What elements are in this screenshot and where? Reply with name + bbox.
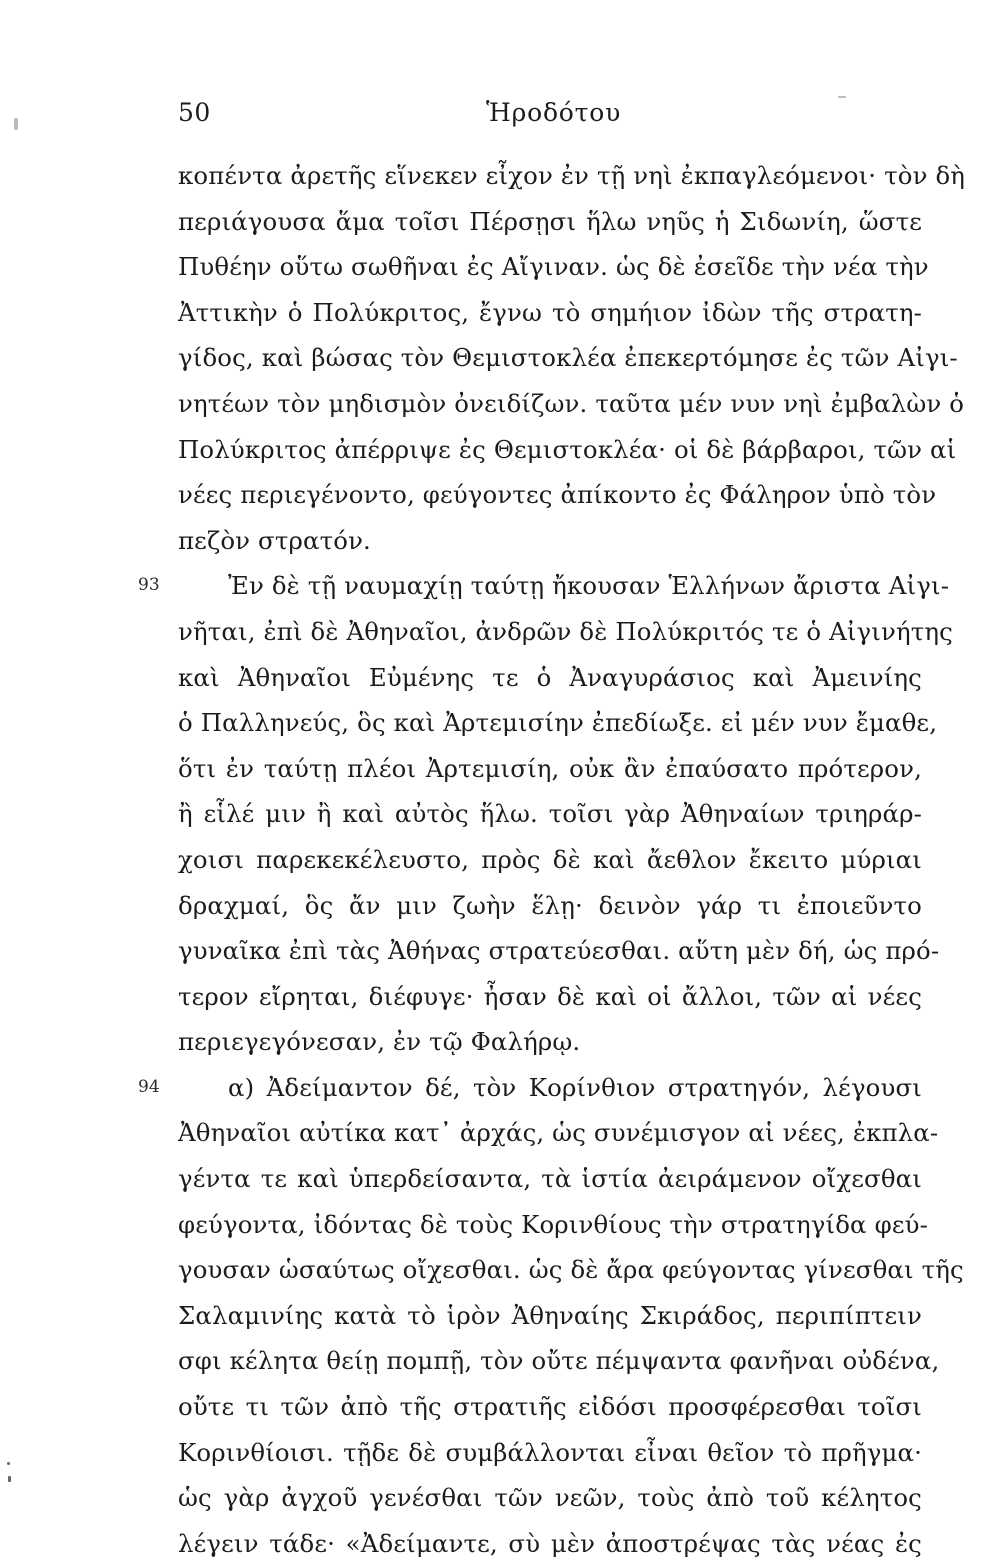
line-text: καὶ Ἀθηναῖοι Εὐμένης τε ὁ Ἀναγυράσιος καὶ Ἀμεινίης: [178, 662, 922, 692]
line-text: Ἀττικὴν ὁ Πολύκριτος, ἔγνω τὸ σημήιον ἰδὼν τῆς στρατη-: [178, 297, 922, 327]
text-line: [178, 518, 922, 564]
text-line: [178, 609, 953, 655]
line-text: γυναῖκα ἐπὶ τὰς Ἀθήνας στρατεύεσθαι. αὕτη μὲν δή, ὡς πρό-: [178, 936, 940, 966]
line-text: ὅτι ἐν ταύτῃ πλέοι Ἀρτεμισίη, οὐκ ἂν ἐπαύσατο πρότερον,: [178, 753, 922, 783]
line-text: γέντα τε καὶ ὑπερδείσαντα, τὰ ἱστία ἀειράμενον οἴχεσθαι: [178, 1164, 922, 1194]
text-line: [178, 153, 966, 199]
text-line: [138, 563, 950, 609]
text-line: [178, 1019, 922, 1065]
line-text: σφι κέλητα θείῃ πομπῇ, τὸν οὔτε πέμψαντα φανῆναι οὐδένα,: [178, 1346, 940, 1376]
page-header: [0, 98, 986, 138]
text-line: [178, 883, 922, 929]
text-line: [178, 1247, 964, 1293]
text-line: [178, 290, 922, 336]
line-text: νῆται, ἐπὶ δὲ Ἀθηναῖοι, ἀνδρῶν δὲ Πολύκριτός τε ὁ Αἰγινήτης: [178, 616, 953, 646]
section-number: 94: [138, 1076, 160, 1097]
text-line: [178, 1156, 922, 1202]
line-text: φεύγοντα, ἰδόντας δὲ τοὺς Κορινθίους τὴν στρατηγίδα φεύ-: [178, 1209, 928, 1239]
text-line: [178, 1202, 928, 1248]
line-text: γουσαν ὡσαύτως οἴχεσθαι. ὡς δὲ ἄρα φεύγοντας γίνεσθαι τῆς: [178, 1255, 964, 1285]
page-number: 50: [178, 98, 211, 127]
text-line: [178, 746, 922, 792]
text-line: [178, 1521, 922, 1566]
line-text: α) Ἀδείμαντον δέ, τὸν Κορίνθιον στρατηγόν, λέγουσι: [228, 1072, 922, 1102]
text-line: [178, 1110, 939, 1156]
text-line: [178, 837, 922, 883]
section-number: 93: [138, 575, 160, 596]
text-line: [178, 1293, 922, 1339]
line-text: περιεγεγόνεσαν, ἐν τῷ Φαλήρῳ.: [178, 1027, 581, 1057]
text-line: [178, 472, 937, 518]
body-text: [138, 153, 966, 1566]
text-line: [178, 974, 922, 1020]
text-line: [178, 1430, 922, 1476]
line-text: οὔτε τι τῶν ἀπὸ τῆς στρατιῆς εἰδόσι προσφέρεσθαι τοῖσι: [178, 1392, 922, 1422]
line-text: Κορινθίοισι. τῇδε δὲ συμβάλλονται εἶναι θεῖον τὸ πρῆγμα·: [178, 1437, 922, 1467]
scan-speck: [14, 118, 18, 130]
line-text: Ἀθηναῖοι αὐτίκα κατ᾽ ἀρχάς, ὡς συνέμισγον αἱ νέες, ἐκπλα-: [178, 1118, 939, 1148]
scan-speck: [8, 1476, 11, 1482]
text-line: [178, 700, 938, 746]
text-line: [178, 199, 922, 245]
line-text: νητέων τὸν μηδισμὸν ὀνειδίζων. ταῦτα μέν νυν νηὶ ἐμβαλὼν ὁ: [178, 388, 965, 418]
text-line: [178, 1475, 922, 1521]
line-text: ὁ Παλληνεύς, ὃς καὶ Ἀρτεμισίην ἐπεδίωξε. εἰ μέν νυν ἔμαθε,: [178, 708, 938, 738]
scan-speck: [838, 96, 846, 98]
text-line: [178, 244, 929, 290]
text-line: [138, 1065, 922, 1111]
line-text: κοπέντα ἀρετῆς εἵνεκεν εἶχον ἐν τῇ νηὶ ἐκπαγλεόμενοι· τὸν δὴ: [178, 161, 966, 190]
text-line: [178, 381, 965, 427]
text-line: [178, 1338, 940, 1384]
scan-speck: [7, 1462, 10, 1465]
text-line: [178, 928, 940, 974]
line-text: λέγειν τάδε· «Ἀδείμαντε, σὺ μὲν ἀποστρέψας τὰς νέας ἐς: [178, 1528, 922, 1558]
line-text: χοισι παρεκεκέλευστο, πρὸς δὲ καὶ ἄεθλον ἔκειτο μύριαι: [178, 844, 922, 874]
line-text: νέες περιεγένοντο, φεύγοντες ἀπίκοντο ἐς Φάληρον ὑπὸ τὸν: [178, 480, 937, 510]
text-line: [178, 791, 922, 837]
line-text: Σαλαμινίης κατὰ τὸ ἱρὸν Ἀθηναίης Σκιράδος, περιπίπτειν: [178, 1300, 922, 1330]
text-line: [178, 1384, 922, 1430]
text-line: [178, 335, 958, 381]
line-text: δραχμαί, ὃς ἄν μιν ζωὴν ἕλῃ· δεινὸν γάρ τι ἐποιεῦντο: [178, 890, 922, 920]
line-text: Πυθέην οὕτω σωθῆναι ἐς Αἴγιναν. ὡς δὲ ἐσεῖδε τὴν νέα τὴν: [178, 252, 929, 282]
line-text: Πολύκριτος ἀπέρριψε ἐς Θεμιστοκλέα· οἱ δὲ βάρβαροι, τῶν αἱ: [178, 434, 957, 464]
text-line: [178, 427, 957, 473]
line-text: ἢ εἷλέ μιν ἢ καὶ αὐτὸς ἥλω. τοῖσι γὰρ Ἀθηναίων τριηράρ-: [178, 799, 922, 829]
line-text: Ἐν δὲ τῇ ναυμαχίῃ ταύτῃ ἤκουσαν Ἑλλήνων ἄριστα Αἰγι-: [228, 571, 950, 601]
line-text: πεζὸν στρατόν.: [178, 525, 371, 555]
line-text: γίδος, καὶ βώσας τὸν Θεμιστοκλέα ἐπεκερτόμησε ἐς τῶν Αἰγι-: [178, 343, 958, 373]
line-text: τερον εἴρηται, διέφυγε· ἦσαν δὲ καὶ οἱ ἄλλοι, τῶν αἱ νέες: [178, 981, 922, 1011]
line-text: ὡς γὰρ ἀγχοῦ γενέσθαι τῶν νεῶν, τοὺς ἀπὸ τοῦ κέλητος: [178, 1483, 922, 1513]
text-line: [178, 655, 922, 701]
line-text: περιάγουσα ἅμα τοῖσι Πέρσῃσι ἥλω νηῦς ἡ Σιδωνίη, ὥστε: [178, 206, 922, 236]
running-title: Ἡροδότου: [486, 98, 622, 127]
